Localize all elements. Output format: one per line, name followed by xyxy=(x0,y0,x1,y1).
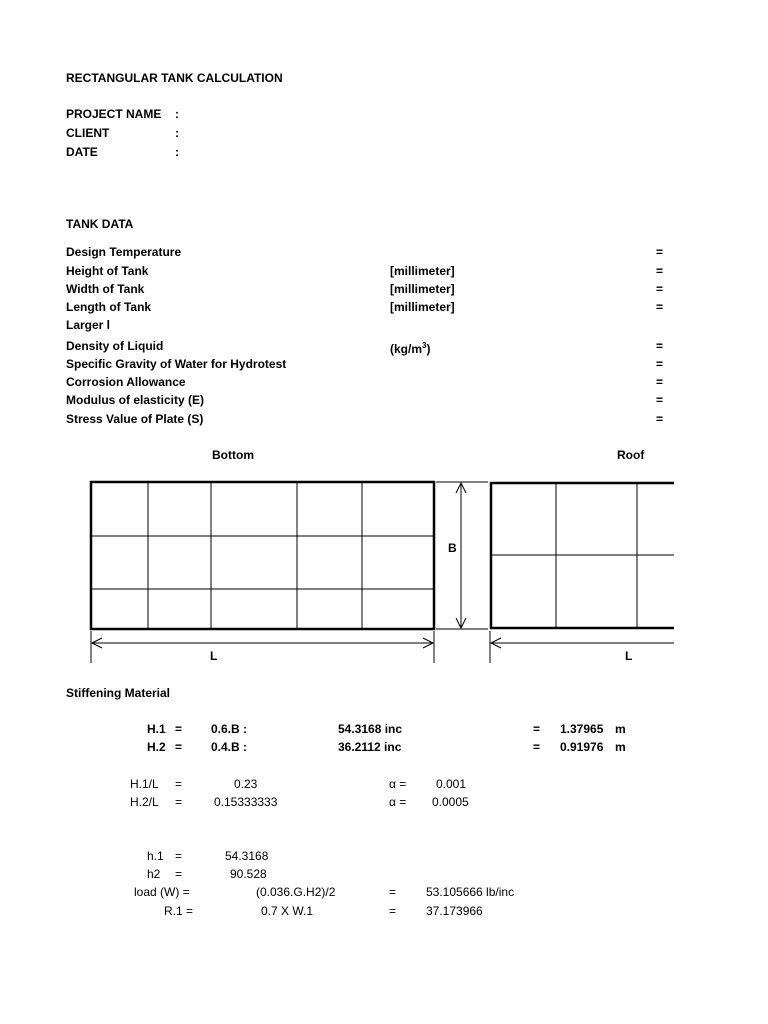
tank-row-label: Height of Tank xyxy=(66,264,149,278)
tank-row-label: Density of Liquid xyxy=(66,339,164,353)
roof-label: Roof xyxy=(617,448,645,462)
h-row-expression: 0.6.B : xyxy=(211,722,248,736)
tank-row-equals: = xyxy=(656,375,664,389)
density-unit-base: (kg/m xyxy=(390,342,423,356)
ratio-row-alpha-value: 0.0005 xyxy=(432,795,469,809)
tank-row-equals: = xyxy=(656,357,664,371)
tank-data-heading: TANK DATA xyxy=(66,217,134,231)
tank-row-equals: = xyxy=(656,282,664,296)
tank-row-equals: = xyxy=(656,393,664,407)
load-row-equals: = xyxy=(175,867,183,881)
load-row-value: 90.528 xyxy=(230,867,267,881)
load-row-name: load (W) = xyxy=(134,885,190,899)
date-label: DATE xyxy=(66,145,98,159)
stiffening-heading: Stiffening Material xyxy=(66,686,171,700)
h-row-unit: m xyxy=(615,722,626,736)
tank-row-label: Length of Tank xyxy=(66,300,152,314)
load-row-name: R.1 = xyxy=(164,904,194,918)
bottom-plate-grid xyxy=(91,482,434,629)
width-dimension-label: B xyxy=(448,541,457,555)
h-row-equals-2: = xyxy=(533,740,541,754)
ratio-row-equals: = xyxy=(175,795,183,809)
h-row-equals: = xyxy=(175,722,183,736)
h-row-name: H.1 xyxy=(147,722,166,736)
tank-row-equals: = xyxy=(656,412,664,426)
h-row-unit: m xyxy=(615,740,626,754)
load-row-value: (0.036.G.H2)/2 xyxy=(256,885,336,899)
tank-row-unit: [millimeter] xyxy=(390,264,455,278)
h-row-result: 1.37965 xyxy=(560,722,604,736)
roof-length-label: L xyxy=(625,649,633,663)
ratio-row-alpha-value: 0.001 xyxy=(436,777,467,791)
h-row-equals-2: = xyxy=(533,722,541,736)
load-row-result: 37.173966 xyxy=(426,904,483,918)
ratio-row-value: 0.23 xyxy=(234,777,258,791)
bottom-plate-outline xyxy=(91,482,434,629)
load-row-equals-2: = xyxy=(389,885,397,899)
tank-row-equals: = xyxy=(656,339,664,353)
load-row-equals-2: = xyxy=(389,904,397,918)
ratio-row-equals: = xyxy=(175,777,183,791)
project-name-label: PROJECT NAME xyxy=(66,107,162,121)
ratio-row-alpha: α = xyxy=(389,795,407,809)
h-row-name: H.2 xyxy=(147,740,166,754)
roof-length-dimension xyxy=(490,631,674,663)
roof-plate-grid xyxy=(490,482,674,629)
project-name-colon: : xyxy=(175,107,179,121)
bottom-length-dimension xyxy=(91,631,434,663)
tank-row-label: Larger l xyxy=(66,318,111,332)
client-colon: : xyxy=(175,126,179,140)
tank-row-label: Design Temperature xyxy=(66,245,182,259)
bottom-length-label: L xyxy=(210,649,218,663)
client-label: CLIENT xyxy=(66,126,110,140)
tank-row-unit: [millimeter] xyxy=(390,282,455,296)
h-row-value: 54.3168 inc xyxy=(338,722,403,736)
h-row-value: 36.2112 inc xyxy=(338,740,402,754)
page-title: RECTANGULAR TANK CALCULATION xyxy=(66,71,283,85)
tank-row-unit: [millimeter] xyxy=(390,300,455,314)
tank-row-label: Width of Tank xyxy=(66,282,145,296)
ratio-row-name: H.1/L xyxy=(130,777,159,791)
tank-row-equals: = xyxy=(656,245,664,259)
load-row-name: h.1 xyxy=(147,849,164,863)
date-colon: : xyxy=(175,145,179,159)
load-row-name: h2 xyxy=(147,867,161,881)
ratio-row-alpha: α = xyxy=(389,777,407,791)
density-unit-superscript: 3 xyxy=(422,341,427,350)
ratio-row-value: 0.15333333 xyxy=(214,795,278,809)
density-unit-close: ) xyxy=(426,342,431,356)
tank-row-label: Specific Gravity of Water for Hydrotest xyxy=(66,357,287,371)
h-row-result: 0.91976 xyxy=(560,740,604,754)
h-row-expression: 0.4.B : xyxy=(211,740,248,754)
tank-row-label: Stress Value of Plate (S) xyxy=(66,412,204,426)
bottom-label: Bottom xyxy=(212,448,254,462)
h-row-equals: = xyxy=(175,740,183,754)
ratio-row-name: H.2/L xyxy=(130,795,159,809)
tank-row-equals: = xyxy=(656,264,664,278)
tank-row-equals: = xyxy=(656,300,664,314)
load-row-value: 0.7 X W.1 xyxy=(261,904,314,918)
load-row-result: 53.105666 lb/inc xyxy=(426,885,515,899)
load-row-equals: = xyxy=(175,849,183,863)
load-row-value: 54.3168 xyxy=(225,849,269,863)
width-dimension xyxy=(436,482,488,629)
tank-row-label: Corrosion Allowance xyxy=(66,375,186,389)
tank-row-label: Modulus of elasticity (E) xyxy=(66,393,205,407)
